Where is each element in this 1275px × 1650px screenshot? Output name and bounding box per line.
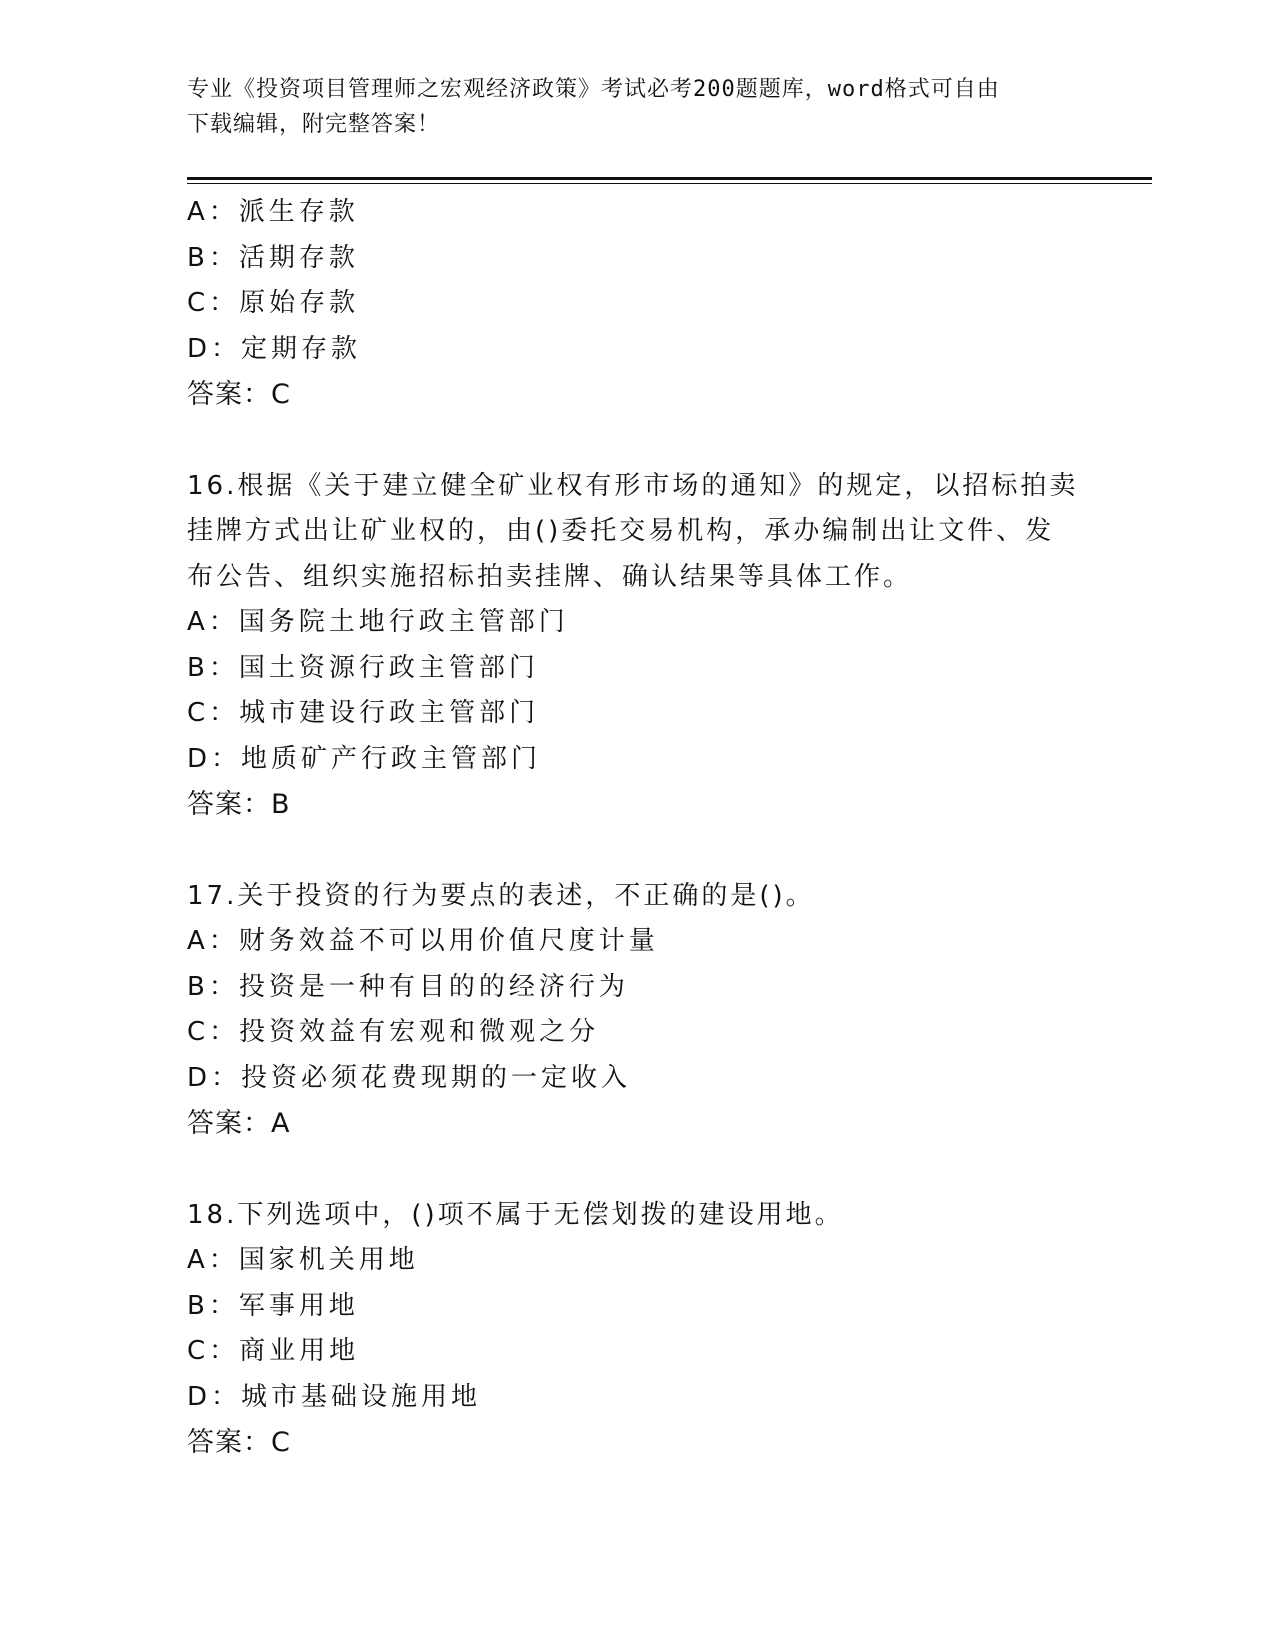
option-c: C：原始存款 xyxy=(187,288,360,318)
option-d: D：地质矿产行政主管部门 xyxy=(187,743,542,774)
option-a: A：财务效益不可以用价值尺度计量 xyxy=(187,926,659,956)
question-stem-line: 18.下列选项中，()项不属于无偿划拨的建设用地。 xyxy=(187,1199,844,1230)
question-15-partial xyxy=(187,190,1087,418)
question-stem-line: 布公告、组织实施招标拍卖挂牌、确认结果等具体工作。 xyxy=(187,561,913,592)
header-line-1: 专业《投资项目管理师之宏观经济政策》考试必考200题题库，word格式可自由 xyxy=(187,77,1000,102)
option-b: B：军事用地 xyxy=(187,1290,359,1321)
header-divider-thin xyxy=(187,183,1152,184)
question-16 xyxy=(187,464,1087,828)
header-divider-thick xyxy=(187,177,1152,180)
spacer xyxy=(187,418,1087,464)
option-d: D：定期存款 xyxy=(187,333,362,364)
option-c: C：城市建设行政主管部门 xyxy=(187,698,540,728)
option-d: D：城市基础设施用地 xyxy=(187,1381,482,1412)
option-b: B：投资是一种有目的的经济行为 xyxy=(187,971,629,1002)
question-stem-line: 16.根据《关于建立健全矿业权有形市场的通知》的规定，以招标拍卖 xyxy=(187,470,1079,501)
spacer xyxy=(187,1147,1087,1193)
option-b: B：国土资源行政主管部门 xyxy=(187,652,539,683)
answer: 答案：C xyxy=(187,1427,291,1458)
question-18 xyxy=(187,1193,1087,1466)
option-c: C：商业用地 xyxy=(187,1336,360,1366)
option-c: C：投资效益有宏观和微观之分 xyxy=(187,1017,600,1047)
option-d: D：投资必须花费现期的一定收入 xyxy=(187,1062,632,1093)
question-17 xyxy=(187,874,1087,1147)
question-list xyxy=(187,190,1087,1466)
answer: 答案：A xyxy=(187,1108,291,1139)
document-header xyxy=(187,72,1087,142)
question-stem-line: 挂牌方式出让矿业权的，由()委托交易机构，承办编制出让文件、发 xyxy=(187,516,1055,546)
option-a: A：国家机关用地 xyxy=(187,1245,419,1275)
answer: 答案：C xyxy=(187,379,291,410)
spacer xyxy=(187,828,1087,874)
question-stem-line: 17.关于投资的行为要点的表述，不正确的是()。 xyxy=(187,880,815,911)
answer: 答案：B xyxy=(187,789,291,820)
option-a: A：国务院土地行政主管部门 xyxy=(187,607,569,637)
option-b: B：活期存款 xyxy=(187,242,359,273)
option-a: A：派生存款 xyxy=(187,197,359,227)
header-line-2: 下载编辑，附完整答案！ xyxy=(187,112,441,137)
